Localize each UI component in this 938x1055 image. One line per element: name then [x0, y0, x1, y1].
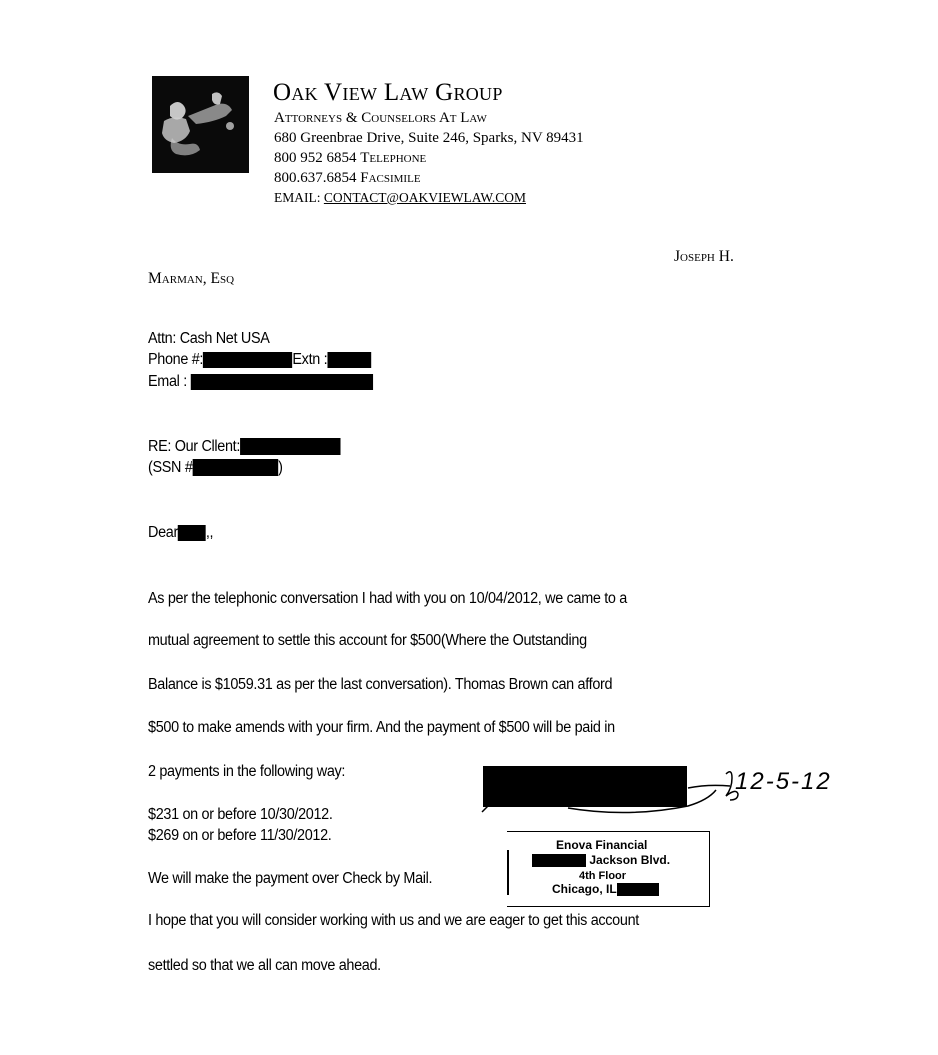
phone-label: Telephone [360, 150, 427, 166]
payment-line-2: $269 on or before 11/30/2012. [148, 827, 332, 844]
client-label: RE: Our Cllent: [148, 438, 241, 455]
firm-phone [274, 148, 426, 168]
firm-email [274, 188, 526, 208]
firm-address: 680 Greenbrae Drive, Suite 246, Sparks, NV 89431 [274, 130, 584, 146]
redaction-bar [532, 854, 586, 867]
stamp-line-3: 4th Floor [579, 870, 627, 882]
re-client-line [148, 437, 340, 457]
attorney-name-line1: Joseph H. [674, 248, 734, 265]
salutation-prefix: Dear [148, 524, 178, 541]
logo-artwork-icon [152, 76, 249, 173]
payment-line-1: $231 on or before 10/30/2012. [148, 806, 333, 823]
mail-line: We will make the payment over Check by Mail. [148, 870, 433, 887]
stamp-city: Chicago, IL [552, 882, 617, 896]
body-line-1: As per the telephonic conversation I had with you on 10/04/2012, we came to a [148, 590, 627, 607]
attn-line: Attn: Cash Net USA [148, 330, 270, 347]
fax-label: Facsimile [360, 170, 421, 186]
redaction-bar [193, 459, 279, 476]
attorney-name-line2: Marman, Esq [148, 270, 235, 287]
body-line-2: mutual agreement to settle this account for $500(Where the Outstanding [148, 632, 587, 649]
firm-name: Oak View Law Group [273, 79, 503, 106]
redaction-bar [327, 352, 371, 368]
ssn-suffix: ) [278, 459, 283, 476]
fax-number: 800.637.6854 [274, 170, 357, 186]
stamp-line-2 [532, 853, 670, 867]
phone-number: 800 952 6854 [274, 150, 357, 166]
redaction-bar [617, 883, 659, 896]
body-line-4: $500 to make amends with your firm. And the payment of $500 will be paid in [148, 719, 615, 736]
redaction-bar [240, 438, 340, 455]
email-label: Emal : [148, 373, 187, 390]
firm-subtitle: Attorneys & Counselors At Law [274, 110, 487, 126]
email-line [148, 372, 373, 392]
salutation [148, 523, 213, 543]
handwritten-date: 12-5-12 [735, 768, 832, 795]
body-line-5: 2 payments in the following way: [148, 763, 346, 780]
body-line-7: settled so that we all can move ahead. [148, 957, 381, 974]
stamp-line-4 [552, 882, 659, 896]
body-line-6: I hope that you will consider working with us and we are eager to get this account [148, 912, 639, 929]
email-label: EMAIL: [274, 190, 321, 205]
ssn-prefix: (SSN # [148, 459, 193, 476]
stamp-line-1: Enova Financial [556, 838, 648, 852]
firm-fax [274, 168, 421, 188]
stamp-street: Jackson Blvd. [589, 853, 671, 867]
ssn-line [148, 458, 283, 478]
phone-label: Phone #: [148, 351, 204, 368]
stamp-border-left [507, 850, 509, 895]
salutation-suffix: ,, [205, 524, 214, 541]
redaction-bar [203, 352, 292, 368]
phone-line [148, 350, 371, 370]
body-line-3: Balance is $1059.31 as per the last conversation). Thomas Brown can afford [148, 676, 613, 693]
email-link[interactable]: CONTACT@OAKVIEWLAW.COM [323, 190, 527, 205]
firm-logo [152, 76, 249, 173]
redaction-bar [191, 374, 373, 390]
extn-label: Extn : [292, 351, 328, 368]
redaction-bar [178, 525, 206, 541]
